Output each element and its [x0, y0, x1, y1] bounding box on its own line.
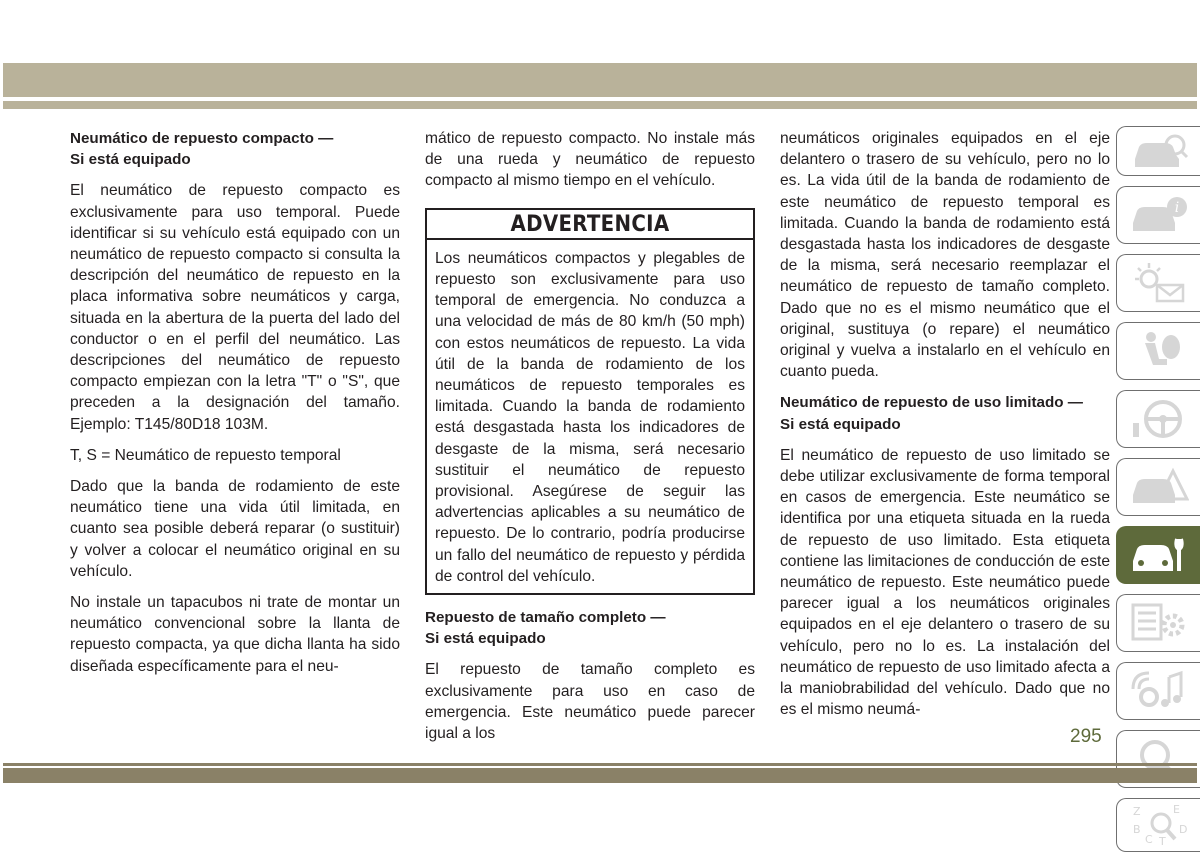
tab-steering-wheel[interactable]	[1116, 390, 1200, 448]
svg-text:i: i	[1174, 200, 1179, 216]
svg-text:E: E	[1172, 803, 1180, 816]
section-heading-compact-spare	[70, 128, 400, 170]
heading-subline: Si está equipado	[425, 630, 546, 648]
paragraph: neumáticos originales equipados en el eje delantero o trasero de su vehículo, pero no lo es. La vida útil de la banda de rodamiento de este neumático de repuesto temporal es limitada. Cuando la banda de rodamiento está desgastada hasta los indicadores de desgaste de la misma, será necesario reemplazar el neumático de repuesto de tamaño completo. Dado que no es el mismo neumático que el original, sustituya (o repare) el neumático original y vuelva a instalarlo en el vehículo en cuanto pueda.	[780, 130, 1110, 381]
page-number: 295	[1070, 726, 1102, 747]
warning-text: Los neumáticos compactos y plegables de repuesto son exclusivamente para uso temporal de emergencia. No conduzca a una velocidad de más de 80 km/h (50 mph) con estos neumáticos de repuesto. La vida útil de la banda de rodamiento de los neumáticos de repuesto temporales es limitada. Cuando la banda de rodamiento está desgastada hasta los indicadores de desgaste de la misma, será necesario sustituir el neumático de repuesto provisional. Asegúrese de seguir las advertencias aplicables a su neumático de repuesto. De lo contrario, podría producirse un fallo del neumático de repuesto y pérdida de control del vehículo.	[435, 249, 745, 585]
paragraph: El neumático de repuesto de uso limitado se debe utilizar exclusivamente de forma temporal en casos de emergencia. Este neumático se identifica por una etiqueta situada en la rueda de repuesto de uso limitado. Esta etiqueta contiene las limitaciones de conducción de este neumático de repuesto. Este neumático puede parecer igual a los neumáticos originales equipados en el eje delantero o trasero de su vehículo, pero no lo es. La instalación del neumático de repuesto de uso limitado afecta a la maniobrabilidad del vehículo. Dado que no es el mismo neumá-	[780, 446, 1110, 719]
warning-box	[425, 208, 755, 595]
section-heading-full-size-spare	[425, 607, 755, 649]
heading-line: Neumático de repuesto compacto —	[70, 130, 334, 147]
header-band	[3, 63, 1197, 97]
specifications-icon	[1129, 601, 1189, 645]
column-1	[70, 128, 400, 687]
paragraph: El neumático de repuesto compacto es exclusivamente para uso temporal. Puede identificar si su vehículo está equipado con un neumático de repuesto compacto si consulta la descripción del neumático de repuesto en la placa informativa sobre neumáticos y carga, situada en la abertura de la puerta del lado del conductor o en el perfil del neumático. Las descripciones del neumático de repuesto compacto empiezan con la letra "T" o "S", que preceden a la designación del tamaño. Ejemplo: T145/80D18 103M.	[70, 182, 400, 433]
chapter-tabs	[1116, 126, 1200, 862]
steering-wheel-icon	[1129, 397, 1189, 441]
paragraph: Dado que la banda de rodamiento de este neumático tiene una vida útil limitada, en cuanto sea posible deberá reparar (o sustituir) y volver a colocar el neumático original en su vehículo.	[70, 478, 400, 580]
svg-text:C: C	[1144, 833, 1153, 846]
paragraph: T, S = Neumático de repuesto temporal	[70, 446, 341, 464]
car-search-icon	[1129, 129, 1189, 173]
column-3	[780, 128, 1110, 730]
language-index-icon	[1129, 803, 1189, 847]
footer-rule	[3, 763, 1197, 766]
airbag-seat-icon	[1129, 329, 1189, 373]
footer-band	[3, 768, 1197, 783]
multimedia-icon	[1129, 669, 1189, 713]
tab-car-service[interactable]	[1116, 526, 1200, 584]
warning-title: ADVERTENCIA	[427, 210, 753, 240]
paragraph: No instale un tapacubos ni trate de montar un neumático convencional sobre la llanta de repuesto compacta, ya que dicha llanta ha sido diseñada específicamente para el neu-	[70, 594, 400, 675]
warning-lights-icon	[1129, 261, 1189, 305]
paragraph: mático de repuesto compacto. No instale más de una rueda y neumático de repuesto compacto al mismo tiempo en el vehículo.	[425, 130, 755, 190]
car-hazard-icon	[1129, 465, 1189, 509]
section-heading-limited-use-spare	[780, 392, 1110, 434]
car-service-icon	[1129, 533, 1189, 577]
heading-line: Neumático de repuesto de uso limitado —	[780, 394, 1083, 412]
tab-car-info[interactable]	[1116, 186, 1200, 244]
heading-line: Repuesto de tamaño completo —	[425, 609, 666, 627]
paragraph: El repuesto de tamaño completo es exclusivamente para uso en caso de emergencia. Este neumático puede parecer igual a los	[425, 661, 755, 743]
heading-subline: Si está equipado	[70, 151, 191, 169]
car-info-icon	[1129, 193, 1189, 237]
tab-warning-lights[interactable]	[1116, 254, 1200, 312]
svg-text:T: T	[1158, 835, 1166, 847]
svg-text:B: B	[1132, 823, 1141, 836]
tab-airbag-seat[interactable]	[1116, 322, 1200, 380]
tab-specifications[interactable]	[1116, 594, 1200, 652]
heading-subline: Si está equipado	[780, 415, 901, 433]
tab-car-hazard[interactable]	[1116, 458, 1200, 516]
tab-multimedia[interactable]	[1116, 662, 1200, 720]
tab-language-index[interactable]	[1116, 798, 1200, 852]
column-2	[425, 128, 755, 754]
tab-car-search[interactable]	[1116, 126, 1200, 176]
svg-text:D: D	[1178, 823, 1187, 836]
svg-text:Z: Z	[1132, 805, 1141, 818]
header-rule	[3, 101, 1197, 109]
